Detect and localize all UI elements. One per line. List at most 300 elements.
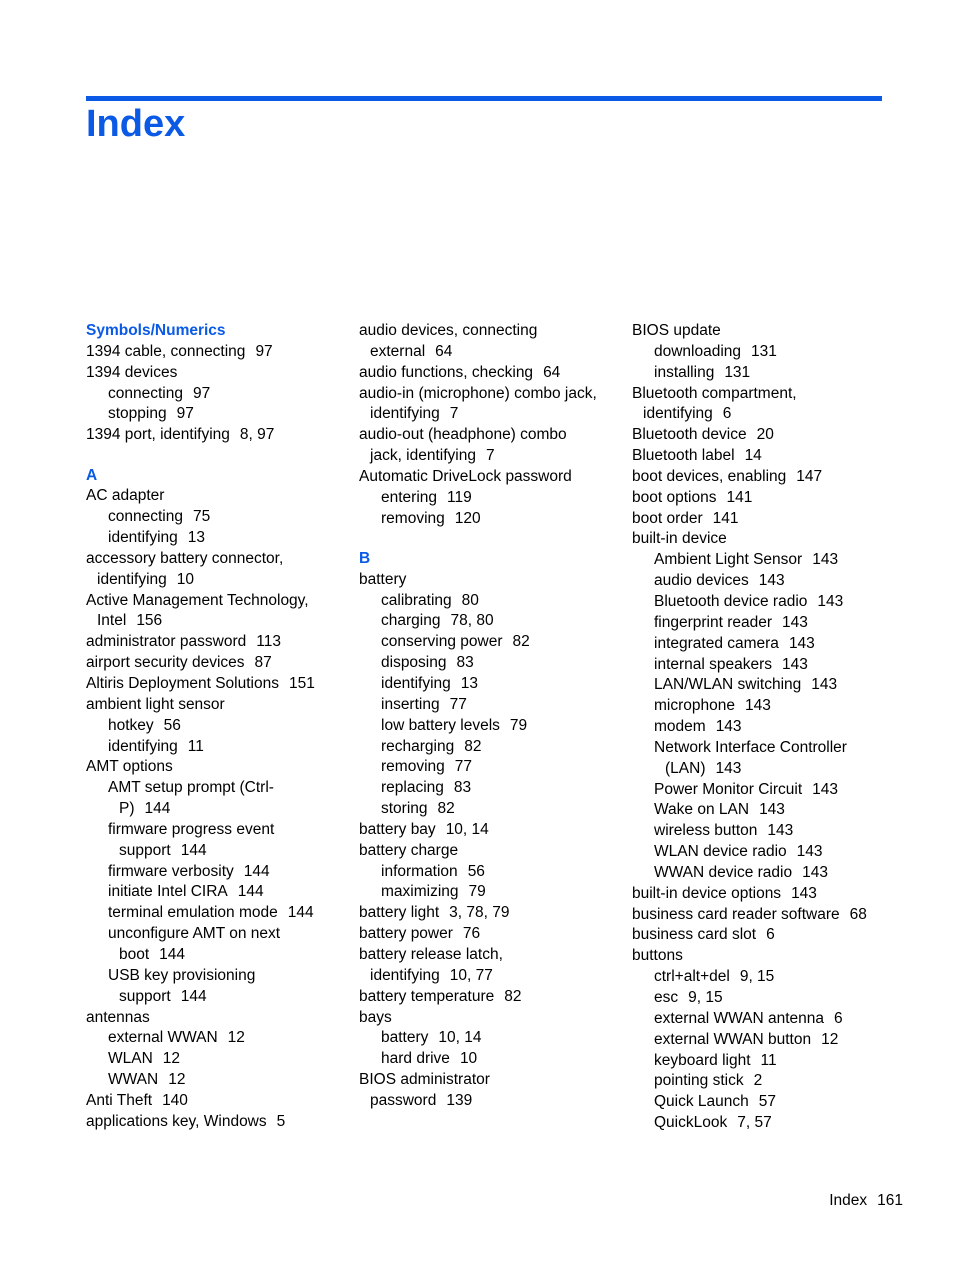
entry-term: Automatic DriveLock password (359, 467, 572, 485)
entry-page-link[interactable]: 12 (821, 1030, 839, 1048)
entry-page-link[interactable]: 6 (722, 405, 732, 423)
entry-term-continuation: support (119, 987, 171, 1005)
entry-page-link[interactable]: 82 (504, 987, 522, 1005)
index-entry (359, 987, 597, 1008)
page-footer (829, 1191, 903, 1211)
entry-term: battery (359, 570, 407, 588)
entry-term: WLAN device radio (654, 843, 787, 861)
entry-term: BIOS administrator (359, 1071, 490, 1089)
entry-term: 1394 cable, connecting (86, 342, 246, 360)
entry-term: hard drive (381, 1050, 450, 1068)
entry-page-link[interactable]: 143 (791, 884, 817, 902)
entry-page-link[interactable]: 12 (227, 1029, 245, 1047)
entry-page-link[interactable]: 143 (782, 655, 808, 673)
index-subentry (632, 1092, 867, 1113)
entry-term: identifying (108, 737, 178, 755)
entry-term-continued (359, 966, 597, 987)
index-entry (86, 653, 315, 674)
entry-term: internal speakers (654, 655, 773, 673)
index-subentry (359, 1049, 597, 1070)
entry-page-link[interactable]: 6 (766, 926, 775, 944)
entry-term: pointing stick (654, 1072, 744, 1090)
entry-term: Bluetooth device (632, 426, 747, 444)
entry-page-link[interactable]: 7 (449, 405, 459, 423)
index-entry (86, 695, 315, 716)
entry-page-link[interactable]: 12 (162, 1050, 181, 1068)
entry-page-link[interactable]: 7, 57 (737, 1114, 772, 1132)
entry-term: WLAN (108, 1050, 153, 1068)
entry-page-link[interactable]: 147 (796, 467, 823, 485)
entry-term: downloading (654, 342, 742, 360)
entry-term: buttons (632, 947, 683, 965)
entry-page-link[interactable]: 11 (760, 1051, 777, 1069)
index-subentry (86, 778, 315, 820)
index-subentry (632, 1051, 867, 1072)
entry-term-continuation: support (119, 841, 171, 859)
index-subentry (359, 862, 597, 883)
entry-page-link[interactable]: 140 (162, 1091, 188, 1109)
entry-term-continued (632, 404, 867, 425)
index-subentry (86, 966, 315, 1008)
entry-term: inserting (381, 695, 440, 713)
entry-page-link[interactable]: 82 (512, 633, 530, 651)
index-entry (632, 946, 867, 967)
entry-page-link[interactable]: 97 (192, 384, 211, 402)
entry-page-link[interactable]: 143 (782, 613, 808, 631)
entry-term: audio-in (microphone) combo jack, (359, 384, 597, 402)
entry-page-link[interactable]: 97 (255, 342, 273, 360)
index-subentry (359, 737, 597, 758)
index-entry (359, 945, 597, 987)
title-rule (86, 96, 882, 101)
entry-term: battery charge (359, 841, 459, 859)
page-title: Index (86, 103, 186, 145)
index-subentry (632, 342, 867, 363)
entry-page-link[interactable]: 2 (753, 1072, 763, 1090)
entry-page-link[interactable]: 11 (187, 737, 204, 755)
entry-page-link[interactable]: 119 (447, 488, 472, 506)
entry-page-link[interactable]: 5 (276, 1112, 286, 1130)
entry-page-link[interactable]: 7 (485, 447, 495, 465)
entry-term-continued (108, 987, 315, 1008)
index-subentry (359, 611, 597, 632)
entry-term: maximizing (381, 883, 459, 901)
entry-page-link[interactable]: 143 (817, 592, 844, 610)
entry-term-continuation: password (370, 1091, 437, 1109)
entry-term-continued (359, 342, 597, 363)
entry-page-link[interactable]: 82 (464, 737, 482, 755)
index-subentry (359, 509, 597, 530)
entry-term-continued (108, 799, 315, 820)
index-subentry (632, 967, 867, 988)
index-entry (632, 509, 867, 530)
entry-page-link[interactable]: 141 (712, 509, 739, 527)
entry-page-link[interactable]: 131 (751, 342, 777, 360)
entry-page-link[interactable]: 12 (168, 1071, 186, 1089)
index-subentry (359, 653, 597, 674)
index-entry (86, 486, 315, 507)
entry-term: boot options (632, 488, 717, 506)
index-entry (359, 903, 597, 924)
entry-term: firmware verbosity (108, 862, 234, 880)
entry-term-continuation: identifying (97, 570, 167, 588)
index-entry (632, 884, 867, 905)
index-subentry (632, 571, 867, 592)
entry-term: Ambient Light Sensor (654, 551, 803, 569)
entry-page-link[interactable]: 144 (243, 862, 270, 880)
index-column-1 (86, 321, 315, 1133)
entry-term: firmware progress event (108, 820, 275, 838)
index-subentry (632, 1113, 867, 1134)
entry-page-link[interactable]: 83 (456, 654, 474, 672)
entry-page-link[interactable]: 143 (788, 634, 815, 652)
entry-page-link[interactable]: 143 (796, 843, 823, 861)
entry-term: hotkey (108, 716, 154, 734)
entry-page-link[interactable]: 143 (811, 676, 838, 694)
index-entry (632, 446, 867, 467)
index-subentry (632, 696, 867, 717)
index-entry (86, 363, 315, 384)
index-section-heading: B (359, 549, 371, 567)
entry-term: identifying (381, 675, 451, 692)
entry-term: LAN/WLAN switching (654, 676, 802, 694)
entry-page-link[interactable]: 143 (715, 718, 742, 736)
entry-term: Anti Theft (86, 1091, 153, 1109)
index-subentry (86, 384, 315, 405)
entry-term: installing (654, 363, 715, 381)
entry-term: Quick Launch (654, 1093, 749, 1111)
index-entry (632, 384, 867, 426)
entry-term-continuation: identifying (643, 405, 713, 423)
entry-term: WWAN device radio (654, 863, 793, 881)
entry-page-link[interactable]: 77 (454, 758, 472, 776)
entry-page-link[interactable]: 144 (180, 841, 207, 859)
entry-term: battery bay (359, 820, 436, 838)
index-subentry (632, 863, 867, 884)
index-subentry (86, 820, 315, 862)
index-entry (86, 342, 315, 363)
index-subentry (632, 988, 867, 1009)
entry-term: Bluetooth device radio (654, 592, 808, 610)
entry-term: BIOS update (632, 322, 721, 339)
entry-page-link[interactable]: 79 (509, 716, 528, 734)
footer-label: Index (829, 1192, 868, 1209)
section-gap (359, 529, 597, 549)
index-subentry (359, 695, 597, 716)
entry-page-link[interactable]: 141 (726, 488, 753, 506)
entry-term: unconfigure AMT on next (108, 925, 281, 943)
index-entry (359, 321, 597, 363)
index-subentry (632, 780, 867, 801)
index-subentry (632, 655, 867, 676)
index-subentry (86, 1049, 315, 1070)
entry-term: external WWAN button (654, 1030, 812, 1048)
entry-term: built-in device options (632, 884, 782, 902)
index-entry (632, 488, 867, 509)
entry-page-link[interactable]: 64 (543, 363, 561, 381)
entry-term: identifying (108, 529, 178, 547)
entry-term-continuation: identifying (370, 405, 440, 423)
entry-page-link[interactable]: 144 (287, 904, 314, 922)
entry-page-link[interactable]: 10 (176, 570, 195, 588)
entry-term: USB key provisioning (108, 966, 256, 984)
entry-term: Bluetooth compartment, (632, 384, 797, 402)
entry-term: external WWAN antenna (654, 1009, 825, 1027)
entry-term: calibrating (381, 591, 452, 609)
entry-term-continued (654, 759, 867, 780)
entry-page-link[interactable]: 13 (460, 675, 479, 692)
entry-term: connecting (108, 384, 183, 402)
entry-term: external WWAN (108, 1029, 218, 1047)
entry-term: AMT options (86, 758, 173, 776)
entry-term: information (381, 862, 458, 880)
entry-page-link[interactable]: 143 (812, 551, 839, 569)
entry-term-continuation: boot (119, 945, 150, 963)
entry-page-link[interactable]: 80 (461, 591, 479, 609)
entry-page-link[interactable]: 8, 97 (239, 426, 275, 444)
index-subentry (86, 528, 315, 549)
index-subentry (359, 674, 597, 695)
entry-page-link[interactable]: 56 (163, 716, 181, 734)
index-column-2 (359, 321, 597, 1112)
entry-term: AMT setup prompt (Ctrl- (108, 779, 274, 797)
entry-term: QuickLook (654, 1114, 728, 1132)
entry-page-link[interactable]: 143 (767, 822, 794, 840)
entry-term-continued (108, 841, 315, 862)
entry-term: conserving power (381, 633, 503, 651)
entry-page-link[interactable]: 143 (715, 759, 742, 777)
entry-term: low battery levels (381, 716, 500, 734)
entry-term: accessory battery connector, (86, 549, 284, 567)
entry-term-continuation: Intel (97, 612, 127, 630)
entry-term-continued (359, 1091, 597, 1112)
entry-term: recharging (381, 737, 455, 755)
entry-page-link[interactable]: 64 (435, 342, 453, 360)
index-subentry (632, 821, 867, 842)
entry-term: storing (381, 800, 428, 818)
entry-page-link[interactable]: 143 (745, 697, 771, 715)
entry-page-link[interactable]: 14 (744, 447, 762, 465)
index-subentry (632, 363, 867, 384)
index-entry (86, 1112, 315, 1133)
entry-page-link[interactable]: 3, 78, 79 (449, 904, 510, 922)
entry-term: Active Management Technology, (86, 591, 309, 609)
entry-term: bays (359, 1008, 392, 1026)
entry-page-link[interactable]: 56 (467, 862, 485, 880)
entry-page-link[interactable]: 10 (459, 1050, 478, 1068)
entry-term: initiate Intel CIRA (108, 883, 228, 901)
entry-page-link[interactable]: 144 (144, 800, 171, 818)
entry-term: AC adapter (86, 487, 165, 505)
entry-page-link[interactable]: 151 (288, 675, 315, 692)
entry-page-link[interactable]: 10, 77 (449, 966, 493, 984)
entry-page-link[interactable]: 120 (454, 509, 481, 527)
index-subentry (632, 613, 867, 634)
index-subentry (359, 488, 597, 509)
entry-page-link[interactable]: 9, 15 (739, 968, 775, 986)
index-subentry (632, 634, 867, 655)
entry-page-link[interactable]: 10, 14 (438, 1029, 482, 1047)
index-subentry (359, 716, 597, 737)
entry-term: boot order (632, 509, 703, 527)
entry-term: replacing (381, 779, 444, 797)
entry-term: Bluetooth label (632, 447, 735, 465)
index-entry (86, 1008, 315, 1029)
index-subentry (86, 404, 315, 425)
entry-term: disposing (381, 654, 447, 672)
entry-page-link[interactable]: 143 (758, 572, 785, 590)
entry-term: 1394 devices (86, 363, 178, 381)
index-subentry (359, 1028, 597, 1049)
entry-term: entering (381, 488, 438, 506)
entry-term: keyboard light (654, 1051, 751, 1069)
entry-term: 1394 port, identifying (86, 426, 230, 444)
index-subentry (632, 842, 867, 863)
entry-page-link[interactable]: 131 (724, 363, 751, 381)
index-subentry (359, 632, 597, 653)
index-subentry (632, 675, 867, 696)
entry-term: charging (381, 612, 441, 630)
index-subentry (359, 799, 597, 820)
index-section-heading: Symbols/Numerics (86, 322, 226, 339)
entry-term: audio devices, connecting (359, 322, 538, 339)
entry-page-link[interactable]: 77 (449, 695, 467, 713)
entry-term-continuation: identifying (370, 966, 440, 984)
entry-term: connecting (108, 508, 183, 526)
entry-term-continuation: jack, identifying (370, 447, 476, 465)
index-entry (359, 1070, 597, 1112)
index-entry (632, 425, 867, 446)
entry-term: battery light (359, 904, 440, 922)
index-entry (632, 925, 867, 946)
index-entry (632, 529, 867, 550)
index-subentry (86, 1028, 315, 1049)
entry-page-link[interactable]: 9, 15 (688, 989, 723, 1006)
entry-page-link[interactable]: 6 (834, 1009, 843, 1027)
index-subentry (359, 882, 597, 903)
entry-term-continued (86, 611, 315, 632)
entry-term-continuation: P) (119, 800, 135, 818)
entry-term: business card slot (632, 926, 757, 944)
index-subentry (632, 717, 867, 738)
index-entry (359, 384, 597, 426)
index-subentry (632, 550, 867, 571)
entry-page-link[interactable]: 144 (159, 945, 186, 963)
entry-term: microphone (654, 697, 735, 715)
entry-term: Power Monitor Circuit (654, 780, 803, 798)
entry-page-link[interactable]: 82 (437, 800, 455, 818)
entry-page-link[interactable]: 78, 80 (450, 612, 494, 630)
entry-term: audio-out (headphone) combo (359, 426, 567, 444)
entry-term: airport security devices (86, 654, 245, 672)
entry-term: stopping (108, 405, 167, 423)
entry-page-link[interactable]: 79 (468, 883, 486, 901)
entry-page-link[interactable]: 10, 14 (445, 820, 489, 838)
index-entry (359, 820, 597, 841)
index-entry (359, 467, 597, 488)
index-subentry (632, 1030, 867, 1051)
entry-page-link[interactable]: 143 (812, 780, 839, 798)
entry-page-link[interactable]: 97 (176, 405, 194, 423)
entry-page-link[interactable]: 83 (453, 779, 472, 797)
index-entry (86, 757, 315, 778)
entry-page-link[interactable]: 57 (758, 1093, 777, 1111)
entry-term: Altiris Deployment Solutions (86, 675, 279, 692)
entry-page-link[interactable]: 68 (849, 905, 867, 923)
entry-term: boot devices, enabling (632, 467, 787, 485)
entry-term: audio functions, checking (359, 363, 534, 381)
entry-term: wireless button (654, 822, 758, 840)
entry-term: business card reader software (632, 905, 840, 923)
entry-page-link[interactable]: 113 (256, 633, 281, 651)
entry-term-continuation: (LAN) (665, 759, 706, 777)
entry-page-link[interactable]: 144 (180, 987, 207, 1005)
index-entry (359, 841, 597, 862)
index-entry (86, 591, 315, 633)
entry-term: fingerprint reader (654, 613, 773, 631)
index-subentry (86, 862, 315, 883)
entry-term: ctrl+alt+del (654, 968, 730, 986)
entry-term: battery power (359, 925, 453, 943)
entry-page-link[interactable]: 75 (192, 508, 211, 526)
entry-page-link[interactable]: 20 (756, 426, 774, 444)
index-subentry (86, 903, 315, 924)
entry-term: terminal emulation mode (108, 904, 278, 922)
index-entry (86, 425, 315, 446)
entry-term: Wake on LAN (654, 801, 750, 819)
index-entry (359, 924, 597, 945)
entry-term: removing (381, 509, 445, 527)
index-subentry (632, 738, 867, 780)
index-entry (632, 467, 867, 488)
entry-page-link[interactable]: 144 (237, 883, 264, 901)
entry-term-continued (359, 404, 597, 425)
entry-page-link[interactable]: 143 (802, 863, 828, 881)
page-number: 161 (877, 1192, 903, 1209)
entry-page-link[interactable]: 76 (462, 925, 481, 943)
entry-page-link[interactable]: 13 (187, 529, 206, 547)
entry-page-link[interactable]: 87 (254, 654, 272, 672)
index-subentry (632, 592, 867, 613)
index-entry (86, 674, 315, 695)
entry-page-link[interactable]: 143 (759, 801, 785, 819)
entry-term: WWAN (108, 1071, 159, 1089)
index-subentry (86, 882, 315, 903)
index-subentry (86, 924, 315, 966)
index-entry (359, 363, 597, 384)
index-subentry (632, 800, 867, 821)
index-subentry (86, 716, 315, 737)
entry-term-continued (108, 945, 315, 966)
index-entry (632, 321, 867, 342)
entry-term: built-in device (632, 530, 727, 548)
index-entry (86, 1091, 315, 1112)
entry-term: removing (381, 758, 445, 776)
entry-page-link[interactable]: 156 (136, 612, 163, 630)
index-entry (632, 905, 867, 926)
index-entry (86, 549, 315, 591)
index-subentry (359, 778, 597, 799)
entry-term: battery temperature (359, 987, 495, 1005)
entry-term: modem (654, 718, 706, 736)
index-subentry (632, 1071, 867, 1092)
entry-term: ambient light sensor (86, 695, 225, 713)
entry-page-link[interactable]: 139 (446, 1091, 473, 1109)
index-section-heading: A (86, 466, 98, 484)
index-subentry (86, 507, 315, 528)
entry-term: Network Interface Controller (654, 738, 847, 756)
entry-term: integrated camera (654, 634, 779, 652)
